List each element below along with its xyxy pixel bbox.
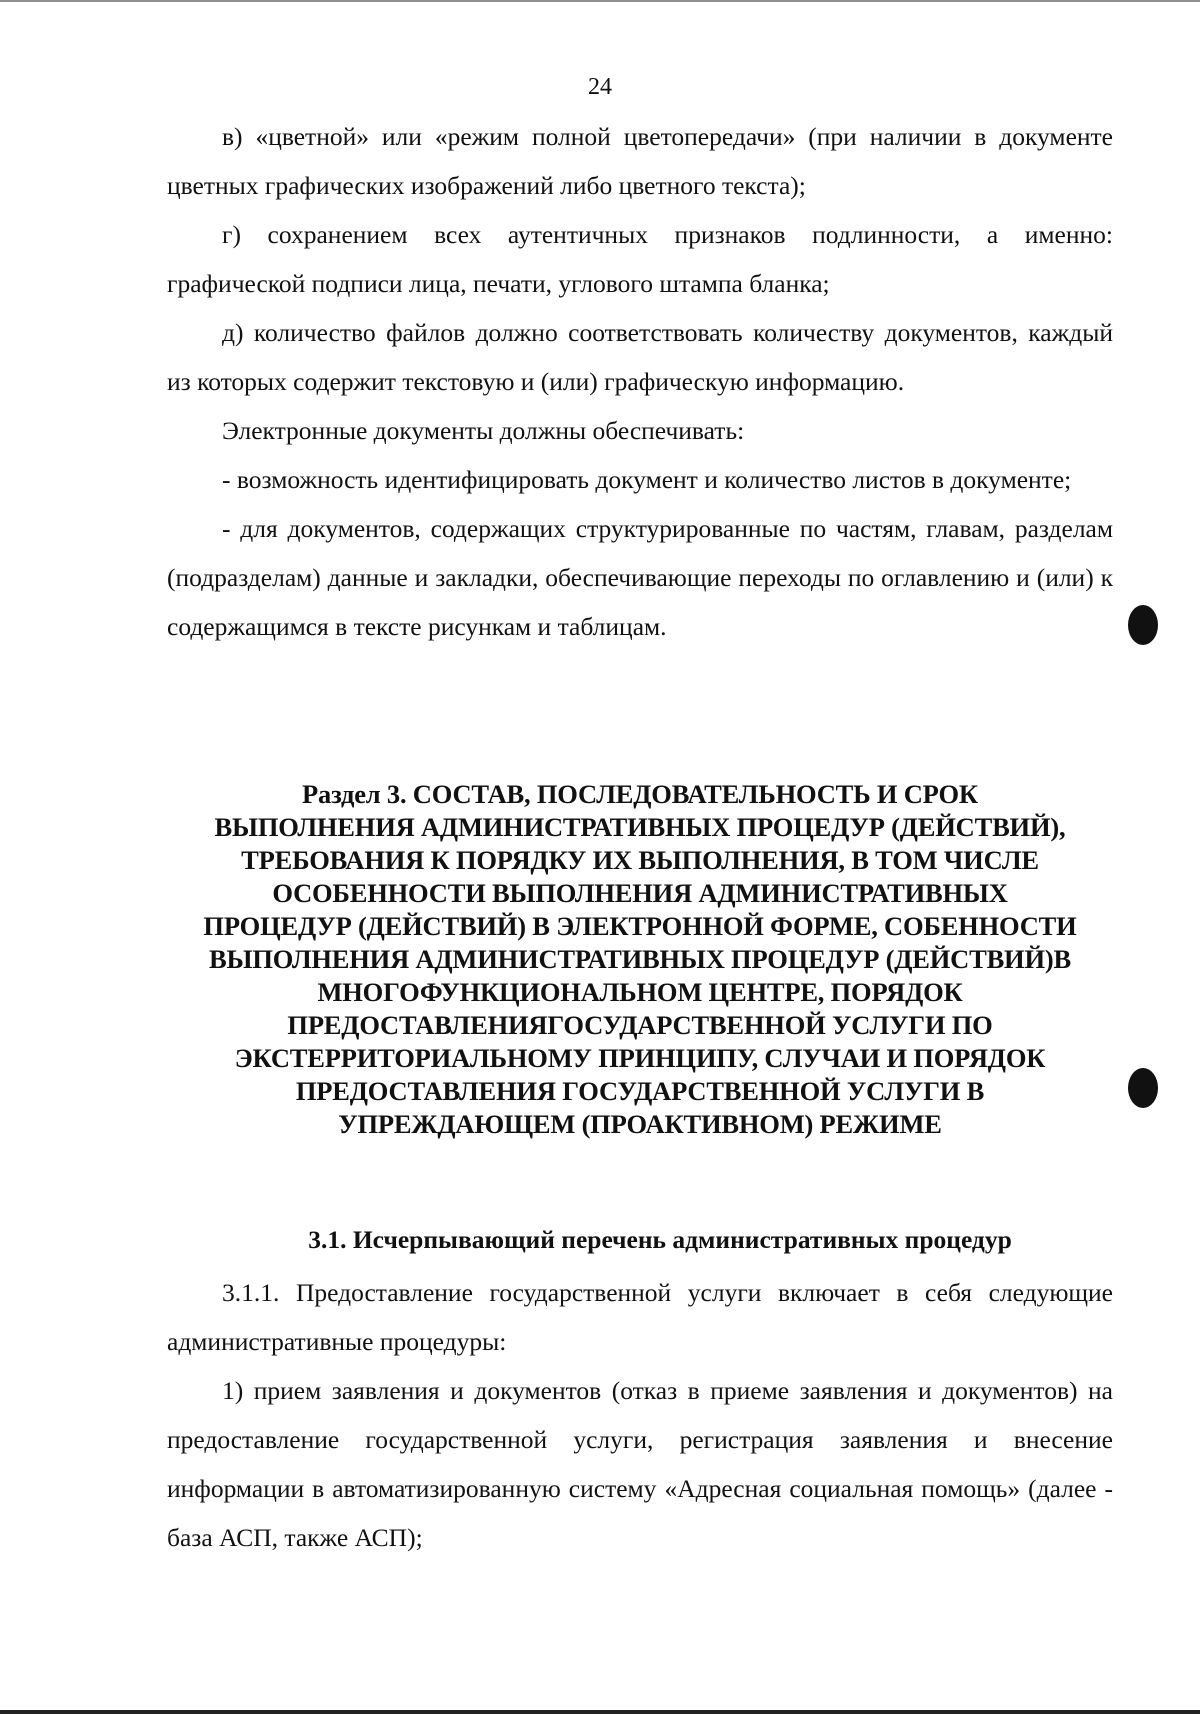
heading-line: ПРЕДОСТАВЛЕНИЯ ГОСУДАРСТВЕННОЙ УСЛУГИ В bbox=[295, 1076, 985, 1106]
heading-line: ВЫПОЛНЕНИЯ АДМИНИСТРАТИВНЫХ ПРОЦЕДУР (ДЕЙСТВИЙ)В bbox=[209, 944, 1071, 974]
top-text-block bbox=[167, 112, 1113, 651]
section-3-heading bbox=[160, 778, 1120, 1141]
heading-line: ПРОЦЕДУР (ДЕЙСТВИЙ) В ЭЛЕКТРОННОЙ ФОРМЕ, СОБЕННОСТИ bbox=[203, 911, 1077, 941]
paragraph-3-1-1: 3.1.1. Предоставление государственной услуги включает в себя следующие административные процедуры: bbox=[167, 1278, 1113, 1356]
paragraph-item-v: в) «цветной» или «режим полной цветопередачи» (при наличии в документе цветных графических изображений либо цветного текста); bbox=[167, 122, 1113, 200]
binder-hole-mark bbox=[1128, 1068, 1158, 1108]
page-number: 24 bbox=[588, 74, 612, 100]
heading-line: Раздел 3. СОСТАВ, ПОСЛЕДОВАТЕЛЬНОСТЬ И СРОК bbox=[302, 779, 978, 809]
heading-line: УПРЕЖДАЮЩЕМ (ПРОАКТИВНОМ) РЕЖИМЕ bbox=[338, 1109, 942, 1139]
heading-line: ПРЕДОСТАВЛЕНИЯГОСУДАРСТВЕННОЙ УСЛУГИ ПО bbox=[287, 1010, 993, 1040]
heading-line: ОСОБЕННОСТИ ВЫПОЛНЕНИЯ АДМИНИСТРАТИВНЫХ bbox=[272, 878, 1008, 908]
binder-hole-mark bbox=[1128, 605, 1158, 645]
heading-line: ВЫПОЛНЕНИЯ АДМИНИСТРАТИВНЫХ ПРОЦЕДУР (ДЕЙСТВИЙ), bbox=[214, 812, 1066, 842]
subsection-3-1-title: 3.1. Исчерпывающий перечень административных процедур bbox=[308, 1225, 1012, 1254]
paragraph-item-d: д) количество файлов должно соответствовать количеству документов, каждый из которых содержит текстовую и (или) графическую информацию. bbox=[167, 318, 1113, 396]
paragraph-procedure-1: 1) прием заявления и документов (отказ в приеме заявления и документов) на предоставление государственной услуги, регистрация заявления и внесение информации в автоматизированную систему «Адресная социальная помощь» (далее - база АСП, также АСП); bbox=[167, 1376, 1113, 1552]
scan-edge-top bbox=[0, 0, 1200, 2]
paragraph-electronic-docs-intro: Электронные документы должны обеспечивать: bbox=[222, 416, 745, 445]
heading-line: ЭКСТЕРРИТОРИАЛЬНОМУ ПРИНЦИПУ, СЛУЧАИ И ПОРЯДОК bbox=[234, 1043, 1046, 1073]
heading-line: МНОГОФУНКЦИОНАЛЬНОМ ЦЕНТРЕ, ПОРЯДОК bbox=[317, 977, 963, 1007]
paragraph-dash-bookmarks: - для документов, содержащих структурированные по частям, главам, разделам (подразделам) данные и закладки, обеспечивающие переходы по оглавлению и (или) к содержащимся в тексте рисункам и таблицам. bbox=[167, 514, 1113, 641]
bottom-text-block bbox=[167, 1268, 1113, 1562]
heading-line: ТРЕБОВАНИЯ К ПОРЯДКУ ИХ ВЫПОЛНЕНИЯ, В ТОМ ЧИСЛЕ bbox=[241, 845, 1039, 875]
scan-edge-bottom bbox=[0, 1710, 1200, 1714]
paragraph-dash-identify: - возможность идентифицировать документ и количество листов в документе; bbox=[222, 465, 1072, 494]
paragraph-item-g: г) сохранением всех аутентичных признаков подлинности, а именно: графической подписи лица, печати, углового штампа бланка; bbox=[167, 220, 1113, 298]
